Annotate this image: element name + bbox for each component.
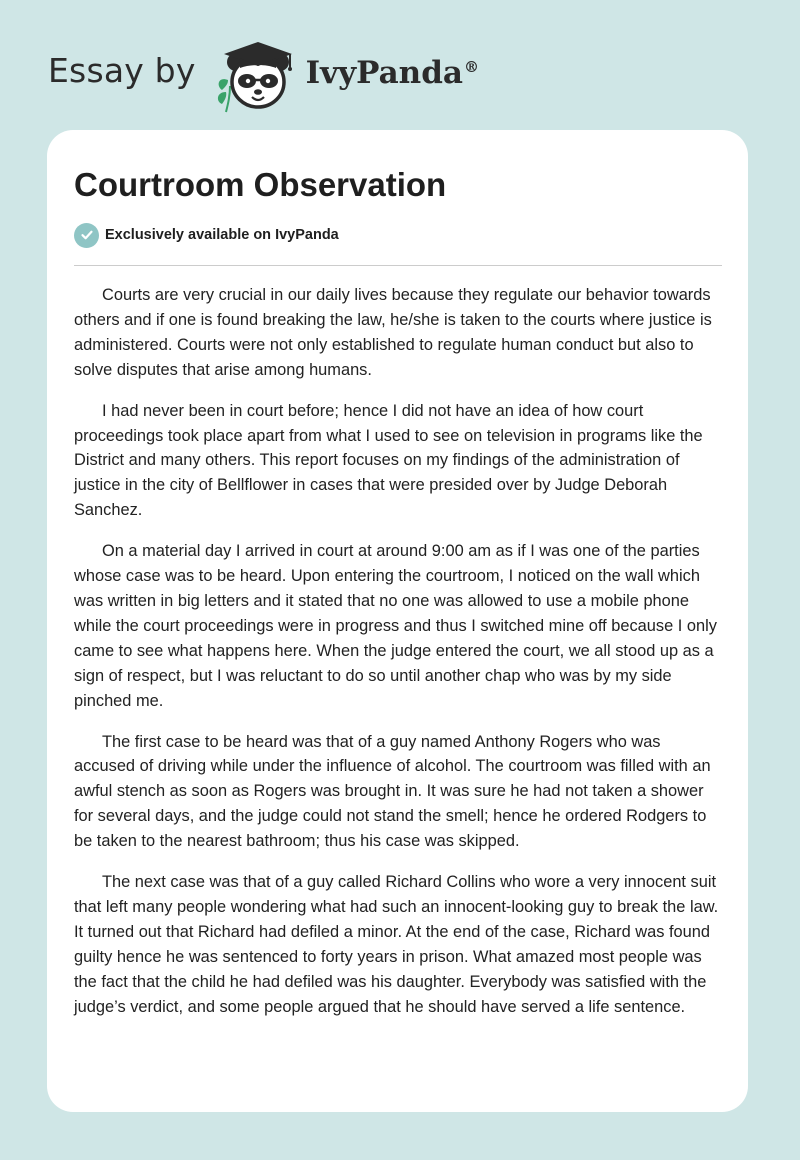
site-header [48,34,479,114]
exclusive-badge [74,221,722,249]
paragraph: On a material day I arrived in court at around 9:00 am as if I was one of the parties whose case was to be heard. Upon entering the courtroom, I noticed on the wall which was written in big letters and it stated that no one was allowed to use a mobile phone while the court proceedings were in progress and thus I switched mine off because I only came to see what happens here. When the judge entered the court, we all stood up as a sign of respect, but I was reluctant to do so until another chap who was by my side pinched me. [74,542,717,710]
divider [74,265,722,266]
panda-graduate-logo-icon[interactable] [210,34,302,114]
brand-text: IvyPanda [305,55,463,91]
registered-mark: ® [463,57,479,76]
paragraph: I had never been in court before; hence I did not have an idea of how court proceedings took place apart from what I used to see on television in programs like the District and many others. This report focuses on my findings of the administration of justice in the city of Bellflower in cases that were presided over by Judge Deborah Sanchez. [74,401,703,520]
paragraph: The first case to be heard was that of a guy named Anthony Rogers who was accused of driving while under the influence of alcohol. The courtroom was filled with an awful stench as soon as Rogers was brought in. It was sure he had not taken a shower for several days, and the judge could not stand the smell; hence he ordered Rodgers to be taken to the nearest bathroom; thus his case was skipped. [74,732,711,851]
paragraph: The next case was that of a guy called Richard Collins who wore a very innocent suit that left many people wondering what had such an innocent-looking guy to break the law. It turned out that Richard had defiled a minor. At the end of the case, Richard was found guilty hence he was sentenced to forty years in prison. What amazed most people was the fact that the child he had defiled was his daughter. Everybody was satisfied with the judge’s verdict, and some people argued that he should have served a life sentence. [74,873,719,1016]
exclusive-badge-text: Exclusively available on IvyPanda [105,227,339,243]
essay-by-label: Essay by [48,50,196,90]
paragraph: Courts are very crucial in our daily lives because they regulate our behavior towards others and if one is found breaking the law, he/she is taken to the courts where justice is administered. Courts were not only established to regulate human conduct but also to solve disputes that arise among humans. [74,286,712,379]
brand-name[interactable] [306,55,479,91]
check-circle-icon [74,223,99,248]
checkmark-icon [80,228,94,242]
page-title: Courtroom Observation [74,166,447,203]
essay-card [47,130,748,1112]
